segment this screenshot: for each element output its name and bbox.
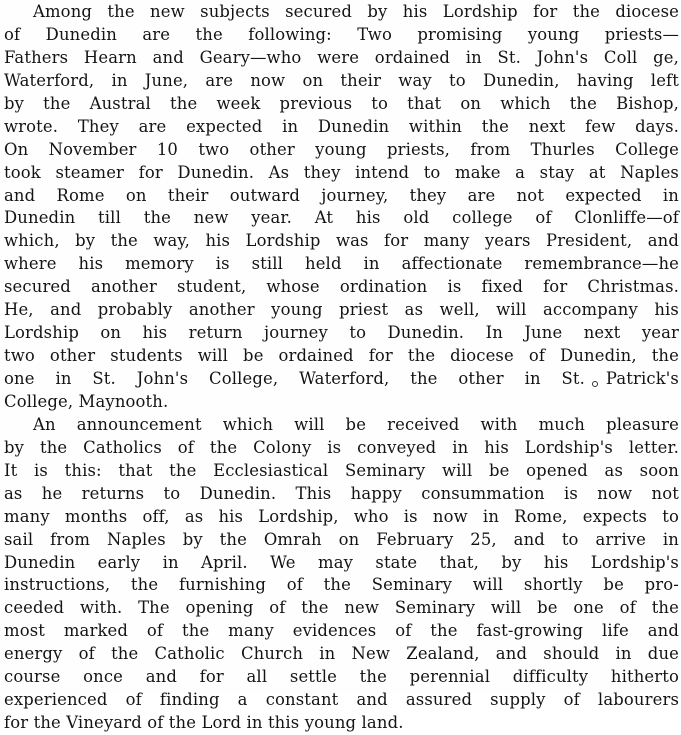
text-line: Fathers Hearn and Geary—who were ordained in St. John's Coll ge, [4,47,679,67]
text-line: instructions, the furnishing of the Seminary will shortly be pro- [4,575,679,595]
text-line: took steamer for Dunedin. As they intend to make a stay at Naples [4,162,679,182]
paragraph-2 [4,414,679,735]
article-column [4,1,679,735]
text-line: Among the new subjects secured by his Lordship for the diocese [33,2,679,21]
text-line: by the Austral the week previous to that on which the Bishop, [4,93,679,113]
text-line: ceeded with. The opening of the new Seminary will be one of the [4,598,679,618]
text-line: and Rome on their outward journey, they are not expected in [4,185,679,205]
text-line: An announcement which will be received with much pleasure [33,414,679,434]
text-line: where his memory is still held in affectionate remembrance—he [4,254,679,274]
text-line: course once and for all settle the perennial difficulty hitherto [4,667,679,687]
text-line: most marked of the many evidences of the fast-growing life and [4,621,679,641]
text-line: It is this: that the Ecclesiastical Seminary will be opened as soon [4,460,679,480]
text-line: energy of the Catholic Church in New Zealand, and should in due [4,644,679,664]
text-line: as he returns to Dunedin. This happy consummation is now not [4,483,679,503]
text-line: Dunedin till the new year. At his old college of Clonliffe—of [4,208,679,228]
text-line: Lordship on his return journey to Dunedin. In June next year [4,323,679,343]
text-line: of Dunedin are the following: Two promising young priests— [4,24,679,44]
text-line: wrote. They are expected in Dunedin within the next few days. [4,116,679,136]
text-line: many months off, as his Lordship, who is now in Rome, expects to [4,506,679,526]
print-speck [592,381,598,387]
text-line: secured another student, whose ordination is fixed for Christmas. [4,277,679,297]
text-line: Dunedin early in April. We may state that, by his Lordship's [4,552,679,572]
text-line: one in St. John's College, Waterford, the other in St. Patrick's [4,369,679,388]
text-line: by the Catholics of the Colony is conveyed in his Lordship's letter. [4,437,679,457]
text-line: sail from Naples by the Omrah on February 25, and to arrive in [4,529,679,549]
text-line: He, and probably another young priest as well, will accompany his [4,300,679,320]
text-line: College, Maynooth. [4,391,169,411]
paragraph-1 [4,1,679,414]
text-line: two other students will be ordained for the diocese of Dunedin, the [4,346,679,366]
text-line: which, by the way, his Lordship was for many years President, and [4,231,679,251]
text-line: for the Vineyard of the Lord in this young land. [4,713,404,733]
text-line: experienced of finding a constant and assured supply of labourers [4,690,679,710]
text-line: Waterford, in June, are now on their way to Dunedin, having left [4,70,679,90]
text-line: On November 10 two other young priests, from Thurles College [4,139,679,159]
